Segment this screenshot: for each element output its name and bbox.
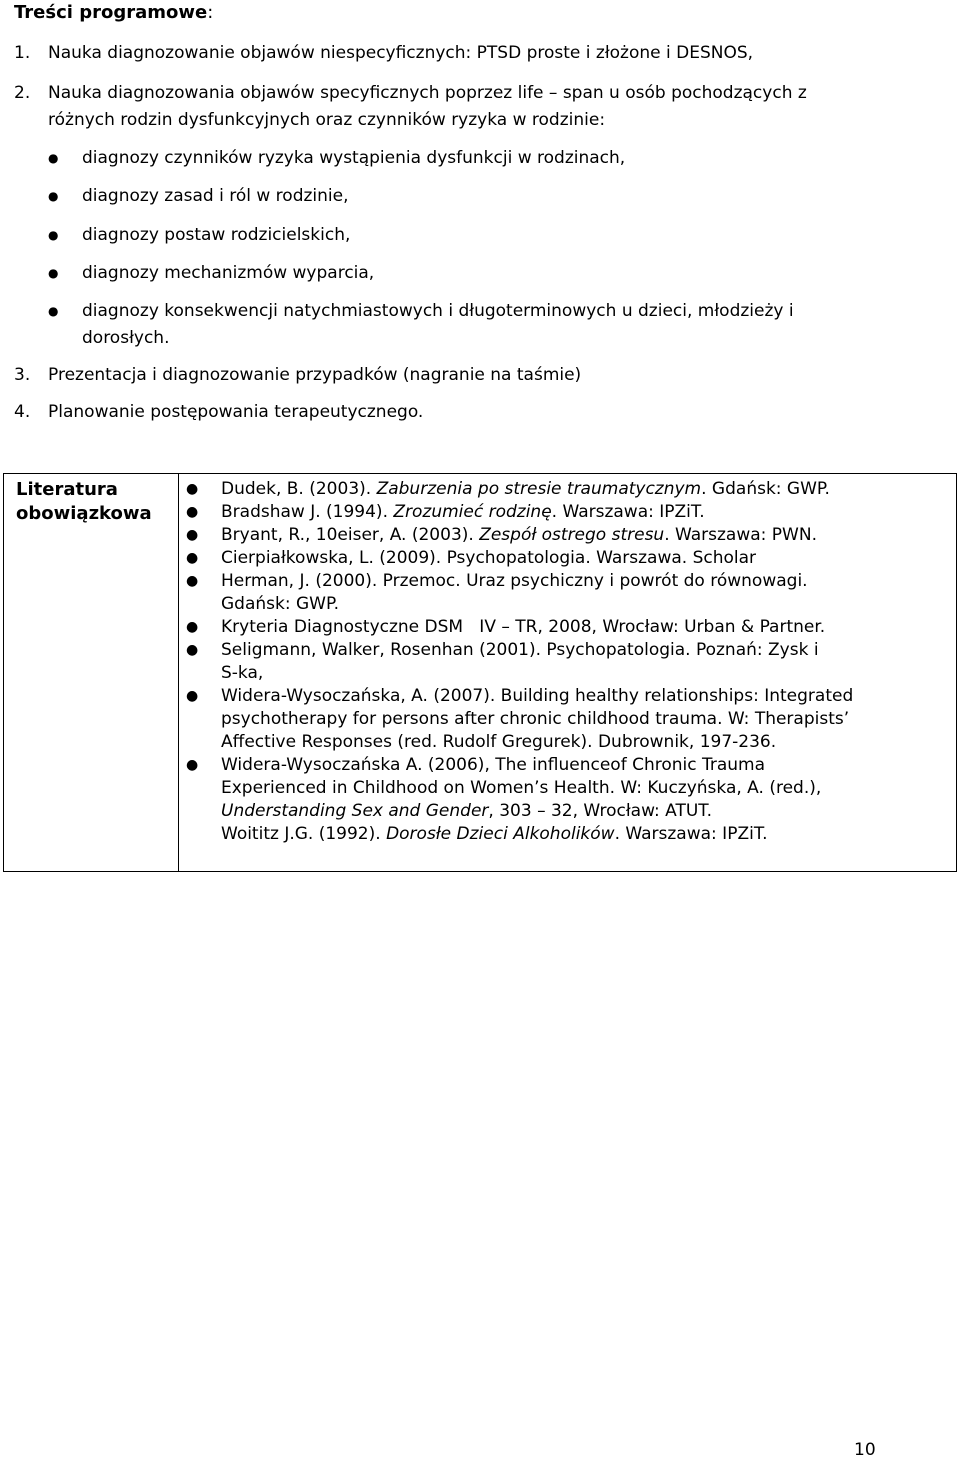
numbered-item-4 [14,399,944,426]
item-number: 3. [14,365,31,385]
ref-text: Kryteria Diagnostyczne DSM IV – TR, 2008, Wrocław: Urban & Partner. [221,617,826,637]
reference-item [186,685,946,754]
item-number: 1. [14,43,31,63]
section-title [14,0,213,26]
numbered-item-1 [14,40,944,67]
bullet-text: diagnozy zasad i ról w rodzinie, [82,186,349,206]
ref-title: Zaburzenia po stresie traumatycznym [376,479,702,499]
reference-item [186,478,946,501]
bullet-icon: ● [48,266,59,280]
ref-text: Gdańsk: GWP. [221,594,339,614]
ref-title: Understanding Sex and Gender [221,801,489,821]
item-number: 4. [14,402,31,422]
item-number: 2. [14,83,31,103]
bullet-text: diagnozy czynników ryzyka wystąpienia dysfunkcji w rodzinach, [82,148,626,168]
ref-text: . Warszawa: PWN. [664,525,817,545]
bullet-icon: ● [186,573,199,589]
item-text: Planowanie postępowania terapeutycznego. [48,402,424,422]
ref-text: Experienced in Childhood on Women’s Health. W: Kuczyńska, A. (red.), [221,778,822,798]
reference-list [186,478,946,846]
bullet-icon: ● [48,304,59,318]
ref-text: Dudek, B. (2003). [221,479,377,499]
ref-text: S-ka, [221,663,264,683]
bullet-icon: ● [186,481,199,497]
bullet-item [48,222,928,249]
ref-text: . Warszawa: IPZiT. [551,502,705,522]
item-text-continuation: różnych rodzin dysfunkcyjnych oraz czynników ryzyka w rodzinie: [48,110,606,130]
ref-text: Widera-Wysoczańska, A. (2007). Building healthy relationships: Integrated [221,686,854,706]
ref-text: . Gdańsk: GWP. [701,479,830,499]
section-title-colon: : [207,2,214,23]
section-title-text: Treści programowe [14,2,208,23]
reference-item [186,524,946,547]
ref-text: Herman, J. (2000). Przemoc. Uraz psychiczny i powrót do równowagi. [221,571,808,591]
bullet-icon: ● [186,527,199,543]
reference-item [186,547,946,570]
ref-text: , 303 – 32, Wrocław: ATUT. [488,801,713,821]
bullet-item [48,298,928,352]
bullet-item [48,260,928,287]
bullet-text: diagnozy konsekwencji natychmiastowych i długoterminowych u dzieci, młodzieży i [82,301,794,321]
bullet-item [48,145,928,172]
ref-text: . Warszawa: IPZiT. [614,824,768,844]
literature-label-line1: Literatura [16,479,118,500]
bullet-icon: ● [186,619,199,635]
bullet-text: diagnozy mechanizmów wyparcia, [82,263,375,283]
numbered-item-2 [14,80,944,134]
ref-text: Seligmann, Walker, Rosenhan (2001). Psychopatologia. Poznań: Zysk i [221,640,819,660]
literature-label [16,478,176,526]
bullet-icon: ● [186,642,199,658]
bullet-icon: ● [186,550,199,566]
reference-item [186,616,946,639]
ref-text: Woititz J.G. (1992). [221,824,387,844]
reference-item [186,501,946,524]
reference-item [186,570,946,616]
ref-text: psychotherapy for persons after chronic childhood trauma. W: Therapists’ [221,709,850,729]
literature-label-line2: obowiązkowa [16,503,152,524]
bullet-icon: ● [48,228,59,242]
ref-text: Cierpiałkowska, L. (2009). Psychopatologia. Warszawa. Scholar [221,548,757,568]
numbered-item-3 [14,362,944,389]
item-text: Prezentacja i diagnozowanie przypadków (nagranie na taśmie) [48,365,582,385]
literature-table [3,473,957,872]
bullet-text-continuation: dorosłych. [82,328,170,348]
reference-item [186,754,946,846]
bullet-icon: ● [186,757,199,773]
bullet-icon: ● [186,504,199,520]
ref-title: Zespół ostrego stresu [479,525,665,545]
item-text: Nauka diagnozowanie objawów niespecyficznych: PTSD proste i złożone i DESNOS, [48,43,754,63]
bullet-icon: ● [48,151,59,165]
ref-text: Bradshaw J. (1994). [221,502,394,522]
ref-text: Bryant, R., 10eiser, A. (2003). [221,525,480,545]
ref-title: Dorosłe Dzieci Alkoholików [386,824,615,844]
ref-text: Widera-Wysoczańska A. (2006), The influenceof Chronic Trauma [221,755,766,775]
bullet-text: diagnozy postaw rodzicielskich, [82,225,351,245]
item-text: Nauka diagnozowania objawów specyficznych poprzez life – span u osób pochodzących z [48,83,807,103]
ref-text: Affective Responses (red. Rudolf Gregurek). Dubrownik, 197-236. [221,732,777,752]
bullet-icon: ● [48,189,59,203]
table-divider [178,474,179,871]
ref-title: Zrozumieć rodzinę [393,502,552,522]
bullet-icon: ● [186,688,199,704]
bullet-item [48,183,928,210]
reference-item [186,639,946,685]
page-number: 10 [854,1440,876,1460]
